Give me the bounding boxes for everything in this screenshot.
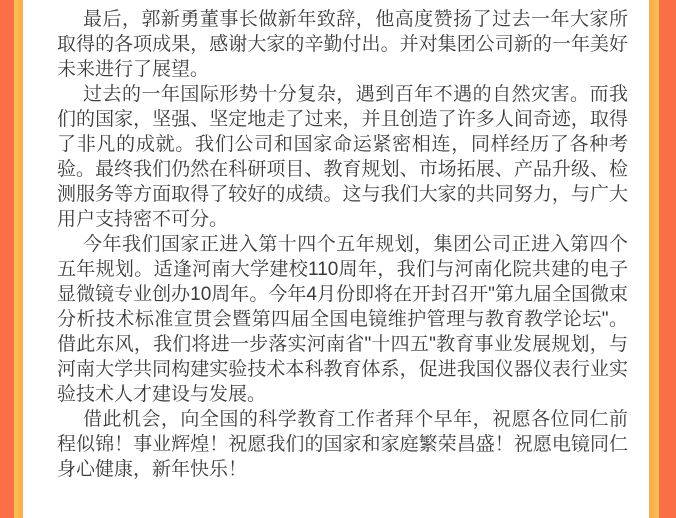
article-body [57, 7, 628, 482]
right-border-inner-strip [649, 0, 659, 518]
article-paragraph-new-year-wishes: 借此机会，向全国的科学教育工作者拜个早年，祝愿各位同仁前程似锦！事业辉煌！祝愿我们的国家和家庭繁荣昌盛！祝愿电镜同仁身心健康，新年快乐！ [57, 409, 628, 480]
article-content-area [23, 0, 649, 518]
left-border-inner-strip [14, 0, 23, 518]
article-paragraph-past-year-review: 过去的一年国际形势十分复杂，遇到百年不遇的自然灾害。而我们的国家，坚强、坚定地走了过来，并且创造了许多人间奇迹，取得了非凡的成就。我们公司和国家命运紧密相连，同样经历了各种考验。最终我们仍然在科研项目、教育规划、市场拓展、产品升级、检测服务等方面取得了较好的成绩。这与我们大家的共同努力，与广大用户支持密不可分。 [57, 84, 628, 230]
article-paragraph-closing-speech: 最后，郭新勇董事长做新年致辞，他高度赞扬了过去一年大家所取得的各项成果，感谢大家的辛勤付出。并对集团公司新的一年美好未来进行了展望。 [57, 9, 628, 80]
right-border-outer [659, 0, 676, 518]
article-paragraph-new-year-plans: 今年我们国家正进入第十四个五年规划，集团公司正进入第四个五年规划。适逢河南大学建校110周年，我们与河南化院共建的电子显微镜专业创办10周年。今年4月份即将在开封召开"第九届全国微束分析技术标准宣贯会暨第四届全国电镜维护管理与教育教学论坛"。借此东风，我们将进一步落实河南省"十四五"教育事业发展规划，与河南大学共同构建实验技术本科教育体系，促进我国仪器仪表行业实验技术人才建设与发展。 [57, 234, 628, 405]
left-border-outer [0, 0, 14, 518]
